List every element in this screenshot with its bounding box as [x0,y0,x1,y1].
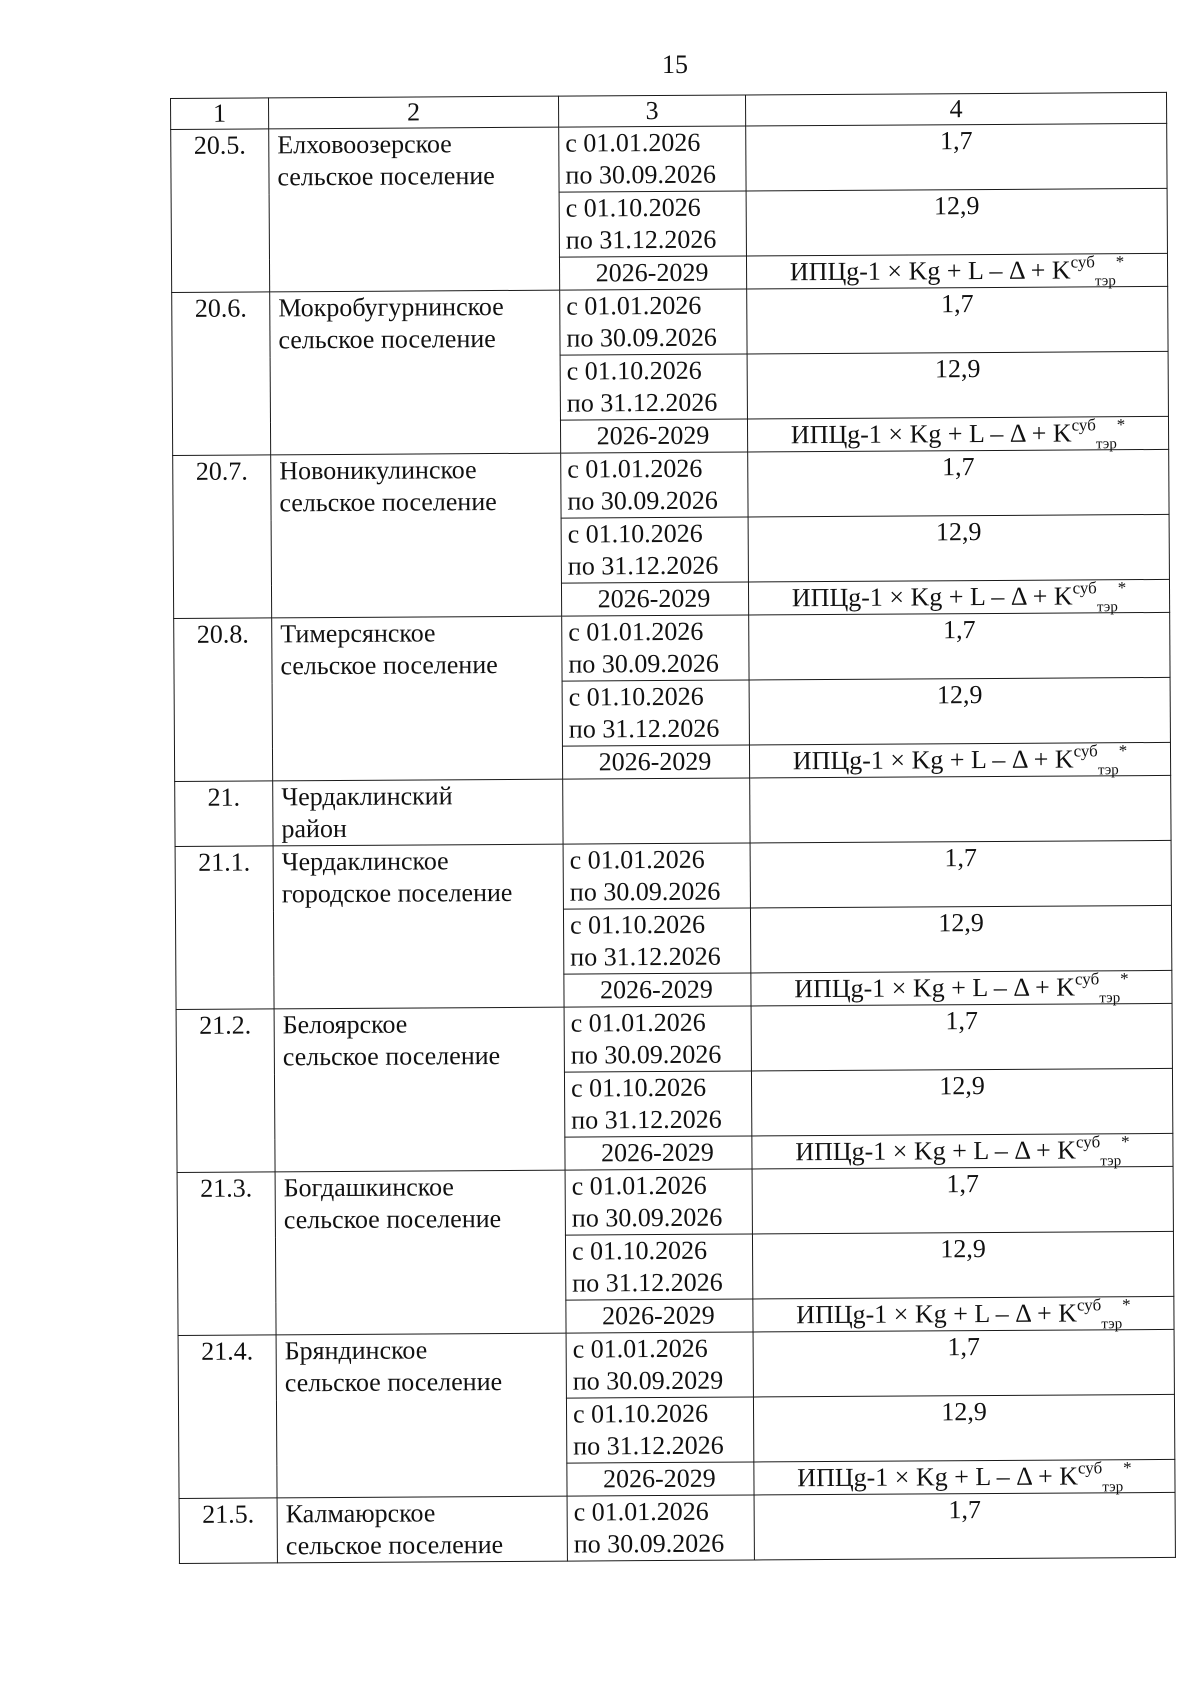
municipality-name-line: Калмаюрское [285,1498,436,1529]
period-line: по 31.12.2026 [567,550,719,581]
municipality-name-line: городское поселение [281,877,513,909]
row-number-cell: 21.2. [176,1009,275,1173]
formula-asterisk: * [1117,578,1127,598]
rate-formula-indices [1070,252,1125,290]
rate-value-text: 12,9 [938,908,984,938]
rate-formula-indices [1071,415,1126,453]
rate-value-text: ИПЦg-1 × Kg + L – Δ + K [797,1461,1079,1493]
period-cell [563,908,750,974]
period-cell [565,1169,752,1235]
table-row [175,840,1171,911]
rate-value-text: 1,7 [948,1495,981,1525]
period-line: с 01.10.2026 [569,909,706,940]
formula-subscript: тэр [1099,990,1121,1007]
row-number-cell: 20.6. [172,292,271,456]
row-number-cell: 21. [175,781,273,847]
formula-asterisk: * [1121,1132,1130,1152]
tariff-table-sheet [170,92,1175,1564]
period-cell [559,256,746,290]
period-cell [563,843,750,909]
period-cell [562,745,749,779]
period-line: по 30.09.2026 [568,648,719,679]
period-line: с 01.01.2026 [568,616,704,647]
period-cell [565,1234,752,1300]
municipality-name-line: сельское поселение [282,1041,501,1072]
formula-asterisk: * [1116,415,1126,435]
rate-value-text: ИПЦg-1 × Kg + L – Δ + K [791,581,1073,613]
municipality-name-line: Тимерсянское [280,618,436,649]
period-cell [561,517,748,583]
period-cell [559,191,746,257]
period-line: по 30.09.2026 [570,1039,722,1070]
period-cell [559,126,746,192]
table-row [171,123,1167,194]
formula-subscript: тэр [1094,273,1116,290]
formula-subscript: тэр [1096,599,1118,616]
rate-value-text: 1,7 [939,126,973,156]
formula-superscript: суб [1077,1458,1103,1478]
table-row [172,286,1168,357]
rate-formula-indices [1076,1295,1131,1333]
period-line: с 01.01.2026 [567,453,703,484]
period-line: по 30.09.2026 [571,1202,723,1233]
row-number-cell: 21.4. [178,1335,277,1499]
period-line: с 01.10.2026 [571,1235,708,1266]
rate-value-text: 12,9 [936,680,983,710]
period-line: по 30.09.2026 [573,1528,725,1559]
period-line: по 30.09.2026 [566,322,717,353]
period-cell [561,582,748,616]
rate-value-cell [750,905,1171,973]
period-line: 2026-2029 [597,583,711,614]
period-line: с 01.10.2026 [567,518,703,549]
period-line: 2026-2029 [598,746,712,777]
period-line: с 01.01.2026 [566,290,702,321]
row-number-cell: 20.8. [174,618,273,782]
rate-value-cell [753,1296,1174,1332]
municipality-name-line: сельское поселение [283,1203,502,1235]
municipality-name-line: Богдашкинское [283,1172,455,1203]
rate-value-text: ИПЦg-1 × Kg + L – Δ + K [792,744,1074,776]
header-cell-1: 1 [171,98,269,130]
period-line: с 01.01.2026 [573,1496,709,1527]
rate-value-text: 1,7 [942,615,976,645]
rate-formula-indices [1073,741,1128,779]
period-line: с 01.01.2026 [570,1007,706,1038]
tariff-table-body [171,92,1176,1563]
period-line: с 01.01.2026 [569,844,705,875]
period-line: с 01.10.2026 [565,192,701,223]
rate-value-text: 1,7 [940,289,974,319]
municipality-name-line: Белоярское [282,1009,408,1040]
formula-superscript: суб [1076,1295,1102,1315]
page-number: 15 [662,50,688,79]
period-cell [566,1299,753,1333]
municipality-name-line: Новоникулинское [279,455,477,486]
period-line: 2026-2029 [601,1137,714,1168]
period-cell [566,1397,753,1463]
formula-subscript: тэр [1101,1316,1123,1333]
formula-subscript: тэр [1102,1479,1124,1496]
municipality-name-line: сельское поселение [278,324,496,355]
rate-value-cell [748,449,1169,517]
formula-superscript: суб [1073,741,1098,761]
table-row [177,1166,1173,1237]
rate-value-cell [746,123,1167,191]
period-line: по 30.09.2029 [572,1365,724,1396]
period-line: 2026-2029 [596,420,710,451]
period-cell [561,452,748,518]
period-line: по 30.09.2026 [565,159,716,190]
period-cell [564,973,751,1007]
municipality-name-cell [269,127,560,292]
period-cell [567,1495,754,1561]
table-row [175,775,1171,846]
rate-value-text: 12,9 [933,191,980,221]
formula-asterisk: * [1118,741,1128,761]
period-line: с 01.01.2026 [572,1333,708,1364]
period-line: по 31.12.2026 [571,1104,722,1135]
period-line: с 01.10.2026 [568,681,704,712]
rate-value-cell [749,677,1170,745]
period-line: с 01.10.2026 [566,355,702,386]
rate-value-cell [748,514,1169,582]
rate-value-cell [746,253,1167,289]
rate-value-text: ИПЦg-1 × Kg + L – Δ + K [790,418,1072,450]
row-number-cell: 21.5. [179,1498,277,1564]
municipality-name-line: район [281,813,347,844]
header-cell-3: 3 [558,95,745,127]
rate-value-cell [749,612,1170,680]
municipality-name-line: сельское поселение [285,1529,504,1561]
municipality-name-line: сельское поселение [277,161,495,192]
rate-value-text: ИПЦg-1 × Kg + L – Δ + K [789,255,1071,287]
period-cell [565,1136,752,1170]
municipality-name-line: сельское поселение [284,1366,503,1398]
rate-value-cell [753,1394,1174,1462]
rate-value-cell [754,1459,1175,1495]
table-row [176,1003,1172,1074]
row-number-cell: 20.5. [171,129,270,293]
rate-value-text: 12,9 [940,1234,986,1264]
table-row [179,1492,1175,1563]
rate-value-text: 1,7 [947,1332,980,1362]
municipality-name-line: Чердаклинское [281,846,449,877]
period-line: с 01.10.2026 [572,1398,709,1429]
formula-superscript: суб [1074,969,1100,989]
municipality-name-cell [276,1333,567,1498]
period-line: 2026-2029 [600,974,713,1005]
rate-value-text: 12,9 [935,517,982,547]
rate-value-cell [754,1492,1175,1560]
rate-value-cell [752,1133,1173,1169]
municipality-name-cell [271,453,562,618]
rate-value-text: 1,7 [941,452,975,482]
rate-value-cell [747,416,1168,452]
period-line: по 31.12.2026 [566,387,718,418]
rate-value-text: 1,7 [944,843,977,873]
row-number-cell: 21.1. [175,846,274,1010]
period-line: по 30.09.2026 [569,876,721,907]
rate-value-text: ИПЦg-1 × Kg + L – Δ + K [795,1135,1077,1167]
formula-subscript: тэр [1100,1153,1122,1170]
municipality-name-cell [270,290,561,455]
rate-formula-indices [1077,1458,1132,1496]
municipality-name-line: сельское поселение [279,487,497,518]
formula-superscript: суб [1071,415,1096,435]
rate-value-cell [751,1003,1172,1071]
rate-value-cell [753,1329,1174,1397]
municipality-name-cell [274,1007,565,1172]
row-number-cell: 20.7. [173,455,272,619]
period-line: по 31.12.2026 [568,713,720,744]
period-line: 2026-2029 [595,257,709,288]
rate-value-text: 12,9 [939,1071,985,1101]
rate-value-cell [749,742,1170,778]
formula-subscript: тэр [1097,762,1119,779]
row-number-cell: 21.3. [177,1172,276,1336]
period-cell [566,1332,753,1398]
rate-value-text: 1,7 [946,1169,979,1199]
header-cell-2: 2 [269,96,559,129]
rate-value-cell [750,840,1171,908]
period-line: 2026-2029 [602,1300,715,1331]
municipality-name-cell [277,1496,567,1563]
municipality-name-line: сельское поселение [280,650,498,681]
rate-value-cell [752,1231,1173,1299]
period-cell [562,680,749,746]
rate-value-text: 1,7 [945,1006,978,1036]
period-cell [564,1006,751,1072]
period-line: 2026-2029 [603,1463,716,1494]
period-line: по 30.09.2026 [567,485,718,516]
rate-value-text: ИПЦg-1 × Kg + L – Δ + K [796,1298,1078,1330]
municipality-name-line: Елховоозерское [277,129,452,160]
rate-formula-indices [1074,969,1129,1007]
municipality-name-cell [272,616,563,781]
period-cell [560,289,747,355]
formula-asterisk: * [1122,1295,1131,1315]
formula-superscript: суб [1075,1132,1101,1152]
municipality-name-line: Бряндинское [284,1335,428,1366]
rate-formula-indices [1072,578,1127,616]
formula-asterisk: * [1115,252,1125,272]
rate-value-cell [751,970,1172,1006]
municipality-name-cell [273,779,563,846]
period-line: по 31.12.2026 [573,1430,724,1461]
period-cell [560,419,747,453]
table-row [174,612,1170,683]
rate-value-text: 12,9 [934,354,981,384]
formula-asterisk: * [1120,969,1129,989]
period-cell [567,1462,754,1496]
period-line: с 01.01.2026 [571,1170,707,1201]
rate-value-cell [747,286,1168,354]
table-row [178,1329,1174,1400]
municipality-name-cell [275,1170,566,1335]
period-line: по 31.12.2026 [570,941,721,972]
period-cell [564,1071,751,1137]
rate-value-text: 12,9 [941,1397,987,1427]
period-cell [560,354,747,420]
period-line: с 01.10.2026 [570,1072,707,1103]
rate-value-cell [752,1166,1173,1234]
period-line: по 31.12.2026 [565,224,717,255]
table-row [173,449,1169,520]
municipality-name-line: Чердаклинский [281,781,453,812]
rate-value-text: ИПЦg-1 × Kg + L – Δ + K [794,972,1076,1004]
formula-asterisk: * [1122,1458,1132,1478]
period-cell [562,615,749,681]
period-line: с 01.01.2026 [565,127,701,158]
rate-formula-indices [1075,1132,1130,1170]
tariff-table [170,92,1176,1564]
formula-superscript: суб [1072,578,1097,598]
rate-value-cell [747,351,1168,419]
period-line: по 31.12.2026 [572,1267,723,1298]
municipality-name-line: Мокробугурнинское [278,291,504,323]
period-cell-empty [563,778,750,844]
rate-value-cell [746,188,1167,256]
rate-value-cell-empty [750,775,1171,843]
rate-value-cell [748,579,1169,615]
municipality-name-cell [273,844,564,1009]
rate-value-cell [751,1068,1172,1136]
formula-superscript: суб [1070,252,1095,272]
header-cell-4: 4 [745,92,1166,126]
formula-subscript: тэр [1095,436,1117,453]
